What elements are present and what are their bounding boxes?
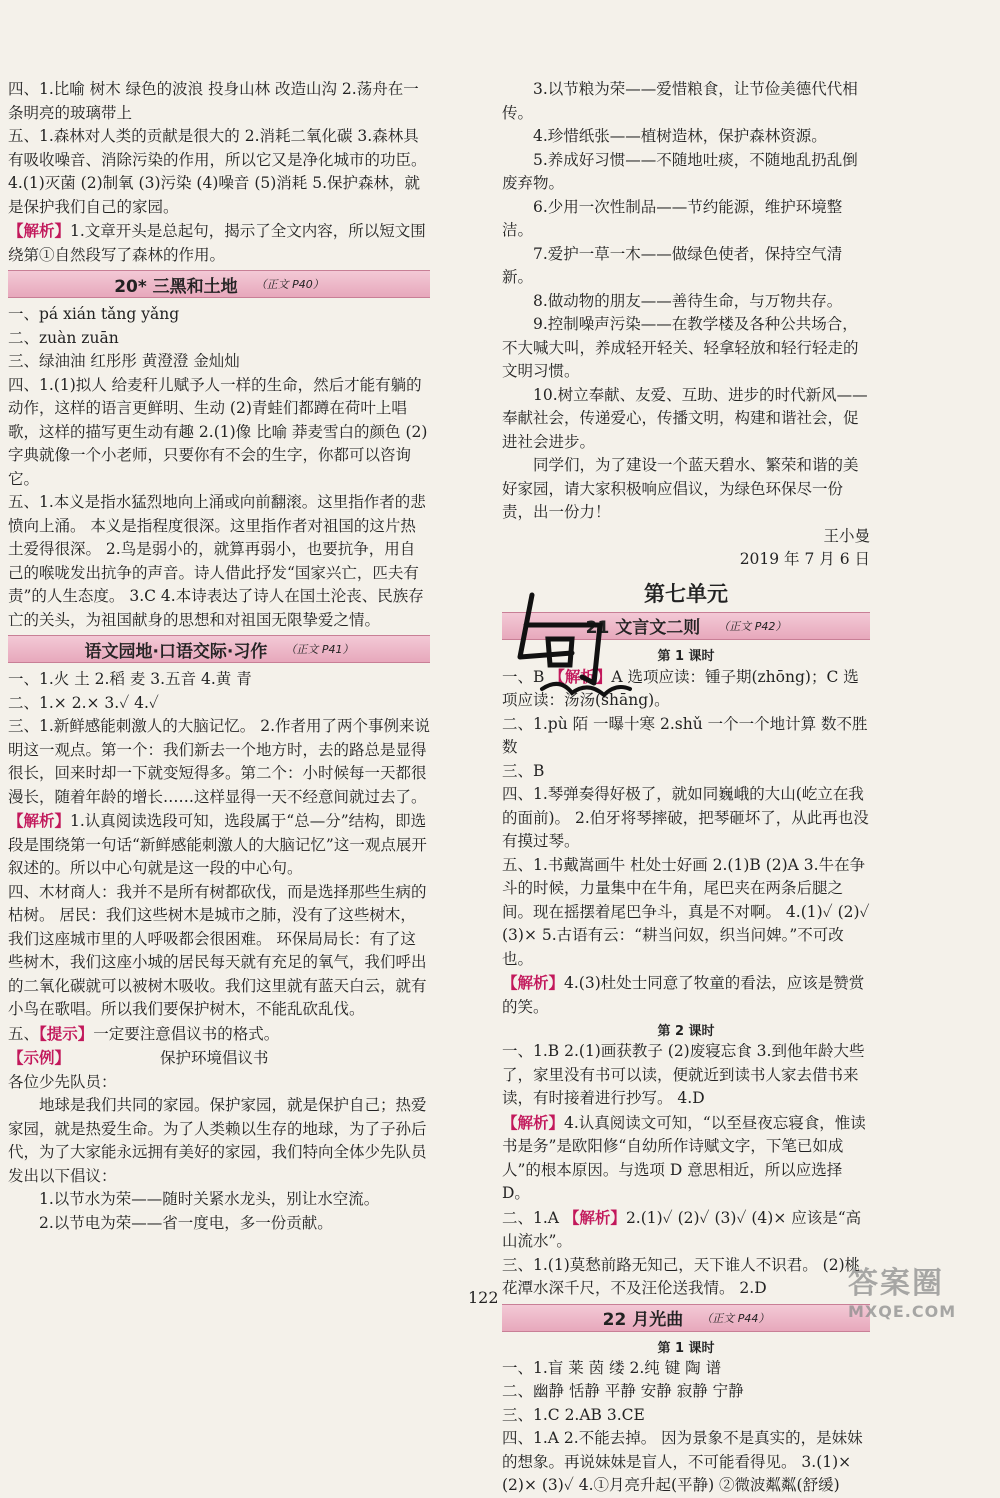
analysis-text: 4.认真阅读文可知，“以至昼夜忘寝食，惟读书是务”是欧阳修“自幼所作诗赋文字，下笔已如成人”的根本原因。与选项 D 意思相近，所以应选择 D。 [502,1113,866,1202]
letter-paragraph: 5.养成好习惯——不随地吐痰，不随地乱扔乱倒废弃物。 [502,150,858,192]
answer-line: 四、1.琴弹奏得好极了，就如同巍峨的大山(屹立在我的面前)。 2.伯牙将琴摔破，把琴砸坏了，从此再也没有摸过琴。 [502,785,869,850]
right-column [502,78,870,1498]
handwritten-scribble [512,585,642,705]
letter-paragraph: 地球是我们共同的家园。保护家园，就是保护自己；热爱家园，就是热爱生命。为了人类赖以生存的地球，为了子孙后代，为了大家能永远拥有美好的家园，我们特向全体少先队员发出以下倡议： [8,1096,427,1185]
analysis-text: 1.认真阅读选段可知，选段属于“总—分”结构，即选段是围绕第一句话“新鲜感能刺激人的大脑记忆”这一观点展开叙述的。所以中心句就是这一段的中心句。 [8,812,427,877]
analysis-text: A 选项应读：锺子期(zhōng)；C 选项应读：汤汤(shāng)。 [502,667,859,709]
answer-line: 二、1.pù 陌 一曝十寒 2.shǔ 一个一个地计算 数不胜数 [502,714,868,756]
answer-line [502,1206,870,1254]
lesson-banner-22 [502,1304,870,1332]
page-number: 122 [468,1288,499,1307]
letter-paragraph: 6.少用一次性制品——节约能源，维护环境整洁。 [502,197,843,239]
answer-line: 五、1.本义是指水猛烈地向上涌或向前翻滚。这里指作者的悲愤向上涌。 本义是指程度很深。这里指作者对祖国的这片热土爱得很深。 2.鸟是弱小的，就算再弱小，也要抗争，用自己的喉咙发出抗争的声音。诗人借此抒发“国家兴亡，匹夫有责”的人生态度。 3.C 4.本诗表达了诗人在国土沦丧、民族存亡的关头，为祖国献身的思想和对祖国无限挚爱之情。 [8,493,426,629]
lesson-title: 20* 三黑和土地 [114,276,238,297]
answer-line: 四、木材商人：我并不是所有树都砍伐，而是选择那些生病的枯树。 居民：我们这些树木是城市之肺，没有了这些树木，我们这座城市里的人呼吸都会很困难。 环保局局长：有了这些树木，我们这座小城的居民每天就有充足的氧气，我们呼出的二氧化碳就可以被树木吸收。我们这里就有蓝天白云，就有小鸟在歌唱。所以我们要保护树木，不能乱砍乱伐。 [8,882,427,1018]
letter-greeting: 各位少先队员： [8,1072,117,1091]
answer-line: 五、1.书戴嵩画牛 杜处士好画 2.(1)B (2)A 3.牛在争斗的时候，力量集中在牛角，尾巴夹在两条后腿之间。现在摇摆着尾巴争斗，真是不对啊。 4.(1)✓ (2)✓ (3)× 5.古语有云：“耕当问奴，织当问婢。”不可改也。 [502,855,870,968]
analysis-note [502,1111,870,1206]
lesson-page-ref: （正文 P41） [285,643,354,656]
tip-line: 五、【提示】一定要注意倡议书的格式。 [8,1023,280,1043]
answer-prefix: 一、B [502,667,550,686]
letter-paragraph: 10.树立奉献、友爱、互助、进步的时代新风——奉献社会，传递爱心，传播文明，构建和谐社会，促进社会进步。 [502,385,868,451]
lesson-page-ref: （正文 P44） [701,1311,770,1325]
answer-line: 一、pá xián tǎng yǎng [8,305,180,323]
letter-date: 2019 年 7 月 6 日 [739,550,870,568]
lesson-title: 21 文言文二则 [585,618,701,638]
letter-paragraph: 9.控制噪声污染——在教学楼及各种公共场合，不大喊大叫，养成轻开轻关、轻拿轻放和轻行轻走的文明习惯。 [502,315,859,380]
answer-line: 一、1.B 2.(1)画获教子 (2)废寝忘食 3.到他年龄大些了，家里没有书可以读，便就近到读书人家去借书来读，有时接着进行抄写。 4.D [502,1042,865,1107]
answer-line: 四、1.(1)拟人 给麦秆儿赋予人一样的生命，然后才能有躺的动作，这样的语言更鲜明、生动 (2)青蛙们都蹲在荷叶上唱歌，这样的描写更生动有趣 2.(1)像 比喻 莽麦雪白的颜色 (2)字典就像一个小老师，只要你有不会的生字，你都可以咨询它。 [8,375,428,488]
letter-paragraph: 3.以节粮为荣——爱惜粮食，让节俭美德代代相传。 [502,80,858,122]
answer-prefix: 二、1.A [502,1208,564,1227]
tip-tag: 【提示】 [39,1023,94,1043]
answer-line: 二、幽静 恬静 平静 安静 寂静 宁静 [502,1382,744,1400]
analysis-tag: 【解析】 [502,1112,565,1132]
analysis-tag: 【解析】 [549,666,612,686]
answer-line: 二、1.× 2.× 3.✓ 4.✓ [8,693,159,712]
answer-line: 三、1.新鲜感能刺激人的大脑记忆。 2.作者用了两个事例来说明这一观点。第一个：我们新去一个地方时，去的路总是显得很长，回来时却一下就变短得多。第二个：小时候每一天都很漫长，随着年龄的增长……这样显得一天不经意间就过去了。 [8,717,431,806]
example-header [8,1046,430,1071]
lesson-title: 22 月光曲 [602,1310,684,1330]
example-title: 保护环境倡议书 [160,1049,269,1067]
session-heading: 第 1 课时 [657,1340,715,1356]
lesson-title: 语文园地·口语交际·习作 [84,641,268,662]
letter-paragraph: 2.以节电为荣——省一度电，多一份贡献。 [39,1213,333,1232]
lesson-page-ref: （正文 P40） [255,278,324,291]
analysis-tag: 【解析】 [563,1207,626,1227]
lesson-page-ref: （正文 P42） [718,619,787,633]
analysis-text: 2.(1)✓ (2)✓ (3)✓ (4)× 应该是“高山流水”。 [502,1208,862,1250]
unit-title: 第七单元 [644,581,728,606]
analysis-tag: 【解析】 [502,973,565,992]
example-tag: 【示例】 [8,1048,71,1067]
answer-line: 五、1.森林对人类的贡献是很大的 2.消耗二氧化碳 3.森林具有吸收噪音、消除污染的作用，所以它又是净化城市的功臣。 4.(1)灭菌 (2)制氧 (3)污染 (4)噪音 (5)消耗 5.保护森林，就是保护我们自己的家园。 [8,127,427,216]
answer-line: 三、B [502,761,545,780]
answer-line: 一、1.火 土 2.稻 麦 3.五音 4.黄 青 [8,670,252,688]
answer-line: 四、1.A 2.不能去掉。 因为景象不是真实的，是妹妹的想象。再说妹妹是盲人，不可能看得见。 3.(1)× (2)× (3)✓ 4.①月亮升起(平静) ②微波粼粼(舒缓) [502,1429,863,1494]
tip-text: 一定要注意倡议书的格式。 [93,1024,280,1043]
answer-line: 四、1.比喻 树木 绿色的波浪 投身山林 改造山沟 2.荡舟在一条明亮的玻璃带上 [8,80,419,122]
letter-paragraph: 同学们，为了建设一个蓝天碧水、繁荣和谐的美好家园，请大家积极响应倡议，为绿色环保尽一份责，出一份力！ [502,456,859,521]
letter-signature: 王小曼 [823,526,870,545]
answer-line: 三、绿油油 红彤彤 黄澄澄 金灿灿 [8,352,240,370]
analysis-note [8,219,430,267]
lesson-banner-garden [8,635,430,663]
session-heading: 第 2 课时 [657,1024,715,1039]
session-heading: 第 1 课时 [657,648,715,664]
letter-paragraph: 8.做动物的朋友——善待生命，与万物共存。 [533,291,843,310]
left-column [8,78,430,1235]
analysis-note [502,971,870,1019]
answer-line: 一、1.盲 莱 茵 缕 2.纯 键 陶 谱 [502,1358,722,1377]
letter-paragraph: 7.爱护一草一木——做绿色使者，保持空气清新。 [502,244,843,286]
analysis-text: 1.文章开头是总起句，揭示了全文内容，所以短文围绕第①自然段写了森林的作用。 [8,222,426,264]
letter-paragraph: 4.珍惜纸张——植树造林，保护森林资源。 [533,127,827,145]
analysis-note [8,809,430,881]
letter-paragraph: 1.以节水为荣——随时关紧水龙头，别让水空流。 [39,1190,380,1208]
analysis-tag: 【解析】 [8,811,71,830]
site-watermark: 答案圈 MXQE.COM [848,1266,957,1321]
answer-line: 三、1.(1)莫愁前路无知己，天下谁人不识君。 (2)桃花潭水深千尺，不及汪伦送我情。 2.D [502,1255,861,1297]
answer-line: 二、zuàn zuān [8,328,119,347]
lesson-banner-20 [8,270,430,298]
answer-line: 三、1.C 2.AB 3.CE [502,1405,645,1424]
analysis-text: 4.(3)杜处士同意了牧童的看法，应该是赞赏的笑。 [502,974,865,1016]
analysis-tag: 【解析】 [8,221,71,240]
